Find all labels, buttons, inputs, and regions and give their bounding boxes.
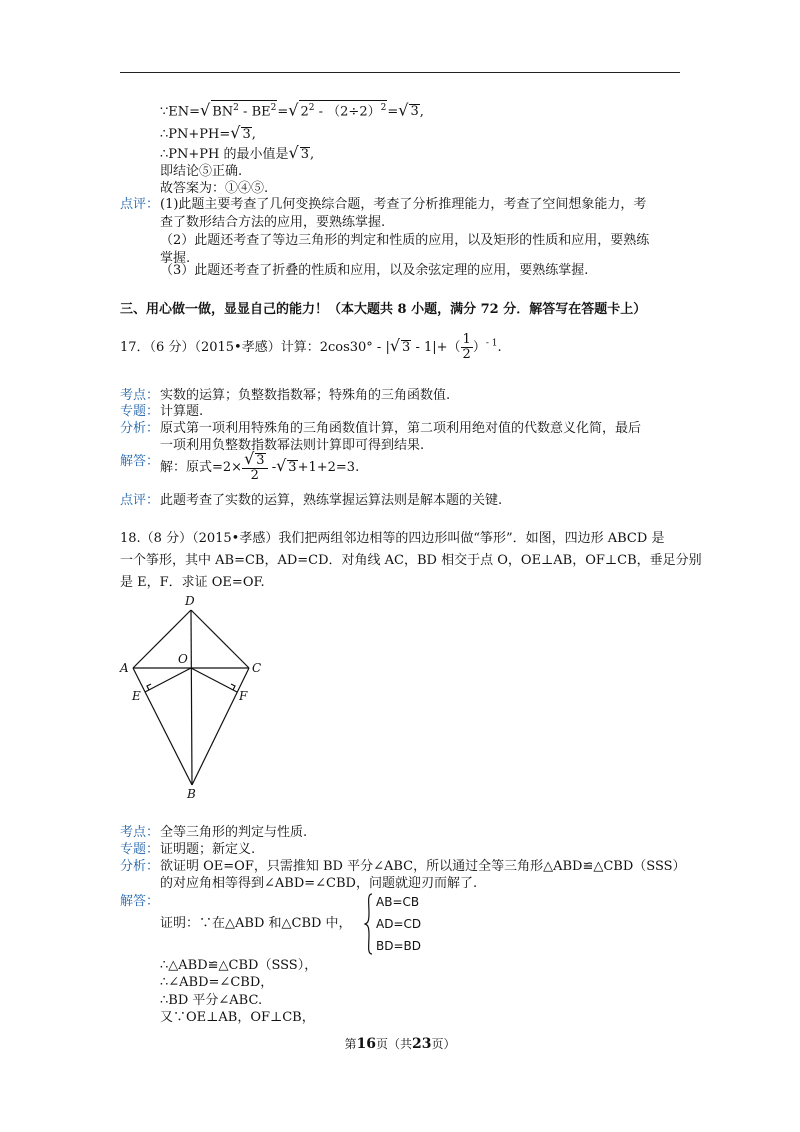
q17-zt-label: 专题： (120, 404, 160, 419)
page-number: 16 (356, 1036, 376, 1052)
q17-dp-label: 点评： (120, 493, 160, 508)
q18-zt: 证明题；新定义. (160, 842, 256, 857)
label-C: C (252, 661, 262, 675)
system-line-2: AD=CD (376, 917, 422, 931)
q17-fx-2: 一项利用负整数指数幂法则计算即可得到结果. (160, 438, 425, 453)
prev-line-2: ∴PN+PH=√ 3, (160, 123, 256, 142)
label-B: B (187, 787, 196, 801)
q18-proof-2: ∴∠ABD=∠CBD， (160, 975, 274, 990)
prev-line-1: ∵EN=√ $BN^2 - BE^2=√$ $2^2 - (2\div 2)^2=√$ 3, (160, 100, 424, 120)
page-total: 23 (412, 1036, 432, 1052)
q18-proof-3: ∴BD 平分∠ABC. (160, 993, 263, 1008)
prev-line-5: 故答案为：①④⑤. (160, 181, 269, 196)
section-3-heading: 三、用心做一做，显显自己的能力！（本大题共 8 小题，满分 72 分．解答写在答题卡上） (120, 302, 647, 317)
q17-kd: 实数的运算；负整数指数幂；特殊角的三角函数值. (160, 388, 451, 403)
label-D: D (185, 594, 195, 608)
q17-fx-1: 原式第一项利用特殊角的三角函数值计算，第二项利用绝对值的代数意义化简，最后 (160, 421, 642, 436)
q18-proof-intro: 证明：∵在△ABD 和△CBD 中， (160, 916, 352, 931)
label-F: F (239, 689, 248, 703)
q18-stem-2: 一个筝形，其中 AB=CB，AD=CD．对角线 AC，BD 相交于点 O，OE⊥AB，OF⊥CB，垂足分别 (120, 553, 702, 568)
page-footer: 第16页（共23页） (344, 1036, 456, 1052)
segment-OE (145, 668, 191, 692)
system-line-3: BD=BD (376, 939, 421, 953)
label-A: A (120, 661, 129, 675)
q18-jd-label: 解答： (120, 894, 160, 909)
segment-AB (133, 668, 192, 785)
q18-stem-1: 18.（8 分）（2015•孝感）我们把两组邻边相等的四边形叫做“筝形”．如图，四边形 ABCD 是 (120, 531, 665, 546)
q18-fx-2: 的对应角相等得到∠ABD=∠CBD，问题就迎刃而解了. (160, 876, 478, 891)
q17-dp: 此题考查了实数的运算，熟练掌握运算法则是解本题的关键. (160, 493, 503, 508)
system-brace (364, 893, 374, 955)
top-rule (120, 72, 680, 73)
q18-proof-1: ∴△ABD≌△CBD（SSS）， (160, 958, 318, 973)
q18-zt-label: 专题： (120, 842, 160, 857)
prev-line-4: 即结论⑤正确. (160, 164, 243, 179)
label-O: O (178, 652, 188, 666)
segment-OF (191, 668, 237, 692)
prev-comment-3: （3）此题还考查了折叠的性质和应用，以及余弦定理的应用，要熟练掌握. (160, 263, 589, 278)
kite-figure (115, 590, 265, 805)
q18-fx-label: 分析： (120, 859, 160, 874)
q17-stem: 17．（6 分）（2015•孝感）计算：2cos30° - |√ 3 - 1|+（ $\frac{1}{2}$ ）$^{- 1}$. (120, 332, 502, 362)
prev-comment-2b: 掌握. (160, 251, 191, 266)
prev-comment-1b: 查了数形结合方法的应用，要熟练掌握. (160, 215, 386, 230)
q17-solution: 解：原式=2× $\frac{√ 3}{2}$ -√ 3+1+2=3. (160, 449, 360, 483)
segment-CB (192, 668, 249, 785)
q17-fx-label: 分析： (120, 421, 160, 436)
q18-kd: 全等三角形的判定与性质. (160, 825, 308, 840)
segment-DB (191, 610, 192, 785)
q18-fx-1: 欲证明 OE=OF，只需推知 BD 平分∠ABC，所以通过全等三角形△ABD≌△CBD（SSS） (160, 859, 686, 874)
label-E: E (132, 689, 141, 703)
prev-line-3: ∴PN+PH 的最小值是√ 3, (160, 143, 315, 162)
prev-comment-label: 点评： (120, 197, 160, 212)
q17-jd-label: 解答： (120, 454, 160, 469)
prev-comment-1: (1)此题主要考查了几何变换综合题，考查了分析推理能力，考查了空间想象能力，考 (160, 197, 647, 212)
prev-comment-2: （2）此题还考查了等边三角形的判定和性质的应用，以及矩形的性质和应用，要熟练 (160, 233, 650, 248)
q18-kd-label: 考点： (120, 825, 160, 840)
q18-stem-3: 是 E，F．求证 OE=OF. (120, 575, 265, 590)
q17-kd-label: 考点： (120, 388, 160, 403)
q17-zt: 计算题. (160, 404, 204, 419)
q18-proof-4: 又∵OE⊥AB，OF⊥CB， (160, 1010, 315, 1025)
system-line-1: AB=CB (376, 895, 420, 909)
segment-DC (191, 610, 249, 668)
